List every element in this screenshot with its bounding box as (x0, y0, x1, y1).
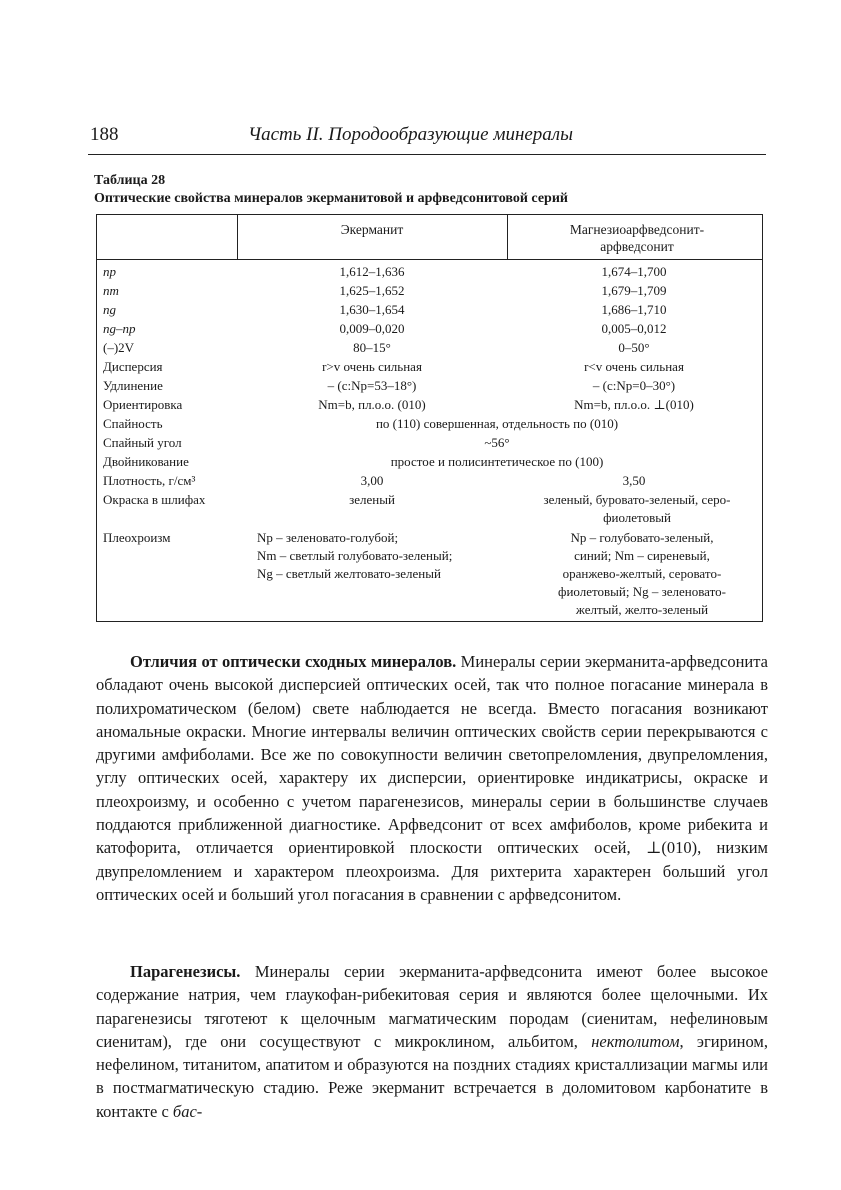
column-header-arfvedsonite: Магнезиоарфведсонит-арфведсонит (569, 222, 705, 254)
mineral-name-italic: нектолитом (591, 1031, 680, 1051)
pleochroism-line: Ng – светлый желтовато-зеленый (257, 566, 441, 581)
table-cell: зеленый (349, 492, 395, 507)
pleochroism-line: оранжево-желтый, сероватo- (562, 566, 722, 581)
paragraph-distinctions (96, 650, 768, 906)
table-cell: Nm=b, пл.о.о. (010) (318, 397, 426, 412)
table-cell: – (c:Np=0–30°) (592, 378, 676, 393)
pleochroism-line: синий; Nm – сиреневый, (574, 548, 710, 563)
page-number: 188 (90, 124, 119, 145)
paragraph-body: Минералы серии экерманита-арфведсонита имеют более высокое содержание натрия, чем глаукофан-рибекитовая серия и являются более щелочными. Их парагенезисы тяготеют к щелочным магматическим породам (сиенитам, нефелиновым сиенитам), где они сосуществуют с микроклином, альбитом, (96, 962, 768, 1051)
table-cell: 3,50 (622, 473, 646, 488)
paragraph-body: , эгирином, нефелином, титанитом, апатитом и образуются на поздних стадиях кристаллизации магмы или в постмагматическую стадию. Реже экерманит встречается в доломитовом карбонатите в контакте с (96, 1031, 769, 1121)
table-caption (94, 172, 774, 208)
column-header-ekermanite: Экерманит (340, 222, 404, 237)
paragraph-end-italic: бас- (172, 1101, 203, 1121)
table-title: Оптические свойства минералов экерманитовой и арфведсонитовой серий (94, 191, 568, 206)
pleochroism-line: Np – голубовато-зеленый, (570, 530, 714, 545)
column-divider (507, 215, 508, 259)
table-number: Таблица 28 (94, 173, 166, 188)
running-header (88, 120, 766, 155)
row-label-elongation: Удлинение (103, 378, 163, 393)
table-cell: 80–15° (353, 340, 391, 355)
row-label-cleavage: Спайность (103, 416, 163, 431)
pleochroism-line: Np – зеленовато-голубой; (257, 530, 399, 545)
table-cell: 1,630–1,654 (339, 302, 405, 317)
pleochroism-line: Nm – светлый голубовато-зеленый; (257, 548, 453, 563)
pleochroism-line: желтый, желто-зеленый (575, 602, 709, 617)
table-cell: 3,00 (360, 473, 384, 488)
pleochroism-arfvedsonite (527, 529, 757, 619)
pleochroism-ekermanite (257, 529, 452, 583)
table-cell-span: простое и полисинтетическое по (100) (390, 454, 604, 469)
table-cell: r<v очень сильная (584, 359, 684, 374)
table-cell-span: по (110) совершенная, отдельность по (010) (375, 416, 619, 431)
table-cell: 1,674–1,700 (601, 264, 667, 279)
row-label-nm: nm (103, 283, 119, 298)
row-label-twinning: Двойникование (103, 454, 189, 469)
row-label-2v: (–)2V (103, 340, 135, 355)
paragraph-lead: Отличия от оптически сходных минералов. (130, 652, 457, 671)
optical-properties-table (96, 214, 763, 622)
row-label-density: Плотность, г/см³ (103, 473, 196, 488)
table-cell: 0,009–0,020 (339, 321, 405, 336)
table-cell: Nm=b, пл.о.о. ⊥(010) (574, 397, 694, 412)
running-title: Часть II. Породообразующие минералы (248, 124, 573, 145)
header-divider (97, 259, 762, 260)
row-label-pleochroism: Плеохроизм (103, 530, 171, 545)
paragraph-body: Минералы серии экерманита-арфведсонита обладают очень высокой дисперсией оптических осей, так что полное погасание минерала в полихроматическом (белом) свете наблюдается не всегда. Вместо погасания возникают аномальные окраски. Многие интервалы величин оптических свойств серии перекрываются с другими амфиболами. Все же по совокупности величин светопреломления, двупреломления, углу оптических осей, характеру их дисперсии, ориентировке индикатрисы, окраске и плеохроизму, и особенно с учетом парагенезисов, минералы серии в большинстве случаев поддаются приближенной диагностике. Арфведсонит от всех амфиболов, кроме рибекита и катофорита, отличается ориентировкой плоскости оптических осей, ⊥(010), низким двупреломлением и характером плеохроизма. Для рихтерита характерен больший угол оптических осей и больший угол погасания в сравнении с арфведсонитом. (96, 652, 768, 904)
row-label-np: np (103, 264, 116, 279)
table-cell: 1,612–1,636 (339, 264, 405, 279)
row-label-cleavage-angle: Спайный угол (103, 435, 182, 450)
table-cell: зеленый, буровато-зеленый, серо-фиолетовый (543, 492, 731, 525)
row-label-dispersion: Дисперсия (103, 359, 163, 374)
row-label-orientation: Ориентировка (103, 397, 183, 412)
row-label-ng: ng (103, 302, 116, 317)
table-cell: r>v очень сильная (322, 359, 422, 374)
table-cell: 1,686–1,710 (601, 302, 667, 317)
table-cell: 1,625–1,652 (339, 283, 405, 298)
paragraph-parageneses (96, 960, 768, 1123)
table-cell: 0–50° (618, 340, 650, 355)
pleochroism-line: фиолетовый; Ng – зеленовато- (558, 584, 726, 599)
row-label-birefringence: ng–np (103, 321, 136, 336)
table-cell: – (c:Np=53–18°) (327, 378, 417, 393)
paragraph-lead: Парагенезисы. (130, 962, 241, 981)
table-cell-span: ~56° (484, 435, 510, 450)
table-cell: 1,679–1,709 (601, 283, 667, 298)
row-label-color: Окраска в шлифах (103, 492, 206, 507)
table-cell: 0,005–0,012 (601, 321, 667, 336)
